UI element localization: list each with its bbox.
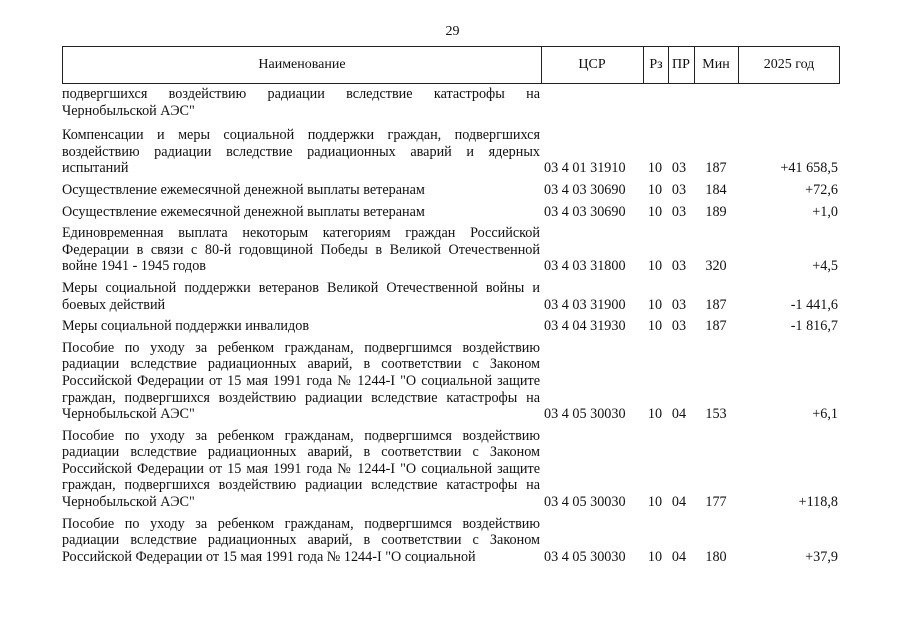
row-pr: 03 xyxy=(671,318,687,335)
table-row xyxy=(62,204,840,221)
row-sum: +41 658,5 xyxy=(780,160,838,177)
row-rz: 10 xyxy=(647,160,663,177)
table-row xyxy=(62,182,840,199)
row-csr: 03 4 05 30030 xyxy=(544,494,626,511)
row-csr: 03 4 03 31800 xyxy=(544,258,626,275)
row-min: 320 xyxy=(705,258,727,275)
row-rz: 10 xyxy=(647,318,663,335)
table-row xyxy=(62,340,840,423)
row-min: 153 xyxy=(705,406,727,423)
row-min: 189 xyxy=(705,203,727,220)
row-min: 187 xyxy=(705,160,727,177)
row-rz: 10 xyxy=(647,494,663,511)
row-rz: 10 xyxy=(647,296,663,313)
row-pr: 04 xyxy=(671,494,687,511)
row-name: Пособие по уходу за ребенком гражданам, подвергшимся воздействию радиации вследствие радиационных аварий, в соответствии с Законом Российской Федерации от 15 мая 1991 года № 1244-I "О социальной защите граждан, подвергшихся воздействию радиации вследствие катастрофы на Чернобыльской АЭС" xyxy=(62,339,540,423)
row-min: 187 xyxy=(705,296,727,313)
row-name: Пособие по уходу за ребенком гражданам, подвергшимся воздействию радиации вследствие радиационных аварий, в соответствии с Законом Российской Федерации от 15 мая 1991 года № 1244-I "О социальной защите граждан, подвергшихся воздействию радиации вследствие катастрофы на Чернобыльской АЭС" xyxy=(62,427,540,511)
row-csr: 03 4 04 31930 xyxy=(544,318,626,335)
table-row xyxy=(62,280,840,313)
row-name: Компенсации и меры социальной поддержки граждан, подвергшихся воздействию радиации вследствие радиационных аварий и ядерных испытаний xyxy=(62,127,540,177)
row-csr: 03 4 03 30690 xyxy=(544,181,626,198)
row-sum: -1 816,7 xyxy=(790,318,838,335)
header-pr: ПР xyxy=(672,57,690,72)
row-sum: +1,0 xyxy=(812,203,838,220)
row-csr: 03 4 03 30690 xyxy=(544,203,626,220)
row-csr: 03 4 03 31900 xyxy=(544,296,626,313)
table-row xyxy=(62,318,840,335)
row-sum: +118,8 xyxy=(798,494,838,511)
page-number: 29 xyxy=(445,24,460,39)
table-row xyxy=(62,127,840,177)
row-rz: 10 xyxy=(647,181,663,198)
row-sum: +72,6 xyxy=(805,181,838,198)
row-min: 184 xyxy=(705,181,727,198)
row-csr: 03 4 05 30030 xyxy=(544,406,626,423)
header-min: Мин xyxy=(702,57,730,72)
row-name: Пособие по уходу за ребенком гражданам, подвергшимся воздействию радиации вследствие радиационных аварий, в соответствии с Законом Российской Федерации от 15 мая 1991 года № 1244-I "О социальной xyxy=(62,515,540,565)
table-body xyxy=(62,86,840,565)
row-min: 187 xyxy=(705,318,727,335)
header-rz: Рз xyxy=(649,57,663,72)
row-pr: 04 xyxy=(671,548,687,565)
row-rz: 10 xyxy=(647,406,663,423)
row-sum: +37,9 xyxy=(805,548,838,565)
header-name: Наименование xyxy=(258,57,346,72)
row-csr: 03 4 01 31910 xyxy=(544,160,626,177)
row-pr: 03 xyxy=(671,203,687,220)
table-header xyxy=(62,46,840,84)
row-name: Единовременная выплата некоторым категориям граждан Российской Федерации в связи с 80-й годовщиной Победы в Великой Отечественной войне 1941 - 1945 годов xyxy=(62,225,540,275)
row-pr: 03 xyxy=(671,296,687,313)
row-name: Меры социальной поддержки ветеранов Великой Отечественной войны и боевых действий xyxy=(62,279,540,313)
row-name: Меры социальной поддержки инвалидов xyxy=(62,318,310,335)
row-name: Осуществление ежемесячной денежной выплаты ветеранам xyxy=(62,181,425,198)
row-min: 180 xyxy=(705,548,727,565)
row-pr: 03 xyxy=(671,181,687,198)
row-name: Осуществление ежемесячной денежной выплаты ветеранам xyxy=(62,203,425,220)
row-rz: 10 xyxy=(647,203,663,220)
row-pr: 03 xyxy=(671,160,687,177)
row-csr: 03 4 05 30030 xyxy=(544,548,626,565)
row-pr: 04 xyxy=(671,406,687,423)
row-min: 177 xyxy=(705,494,727,511)
table-row xyxy=(62,86,840,119)
table-row xyxy=(62,225,840,275)
table-row xyxy=(62,516,840,566)
header-year: 2025 год xyxy=(763,57,815,72)
table-row xyxy=(62,428,840,511)
row-sum: +6,1 xyxy=(812,406,838,423)
header-csr: ЦСР xyxy=(578,57,606,72)
row-sum: +4,5 xyxy=(812,258,838,275)
row-rz: 10 xyxy=(647,548,663,565)
row-rz: 10 xyxy=(647,258,663,275)
row-sum: -1 441,6 xyxy=(790,296,838,313)
row-name: подвергшихся воздействию радиации вследствие катастрофы на Чернобыльской АЭС" xyxy=(62,86,540,119)
row-pr: 03 xyxy=(671,258,687,275)
